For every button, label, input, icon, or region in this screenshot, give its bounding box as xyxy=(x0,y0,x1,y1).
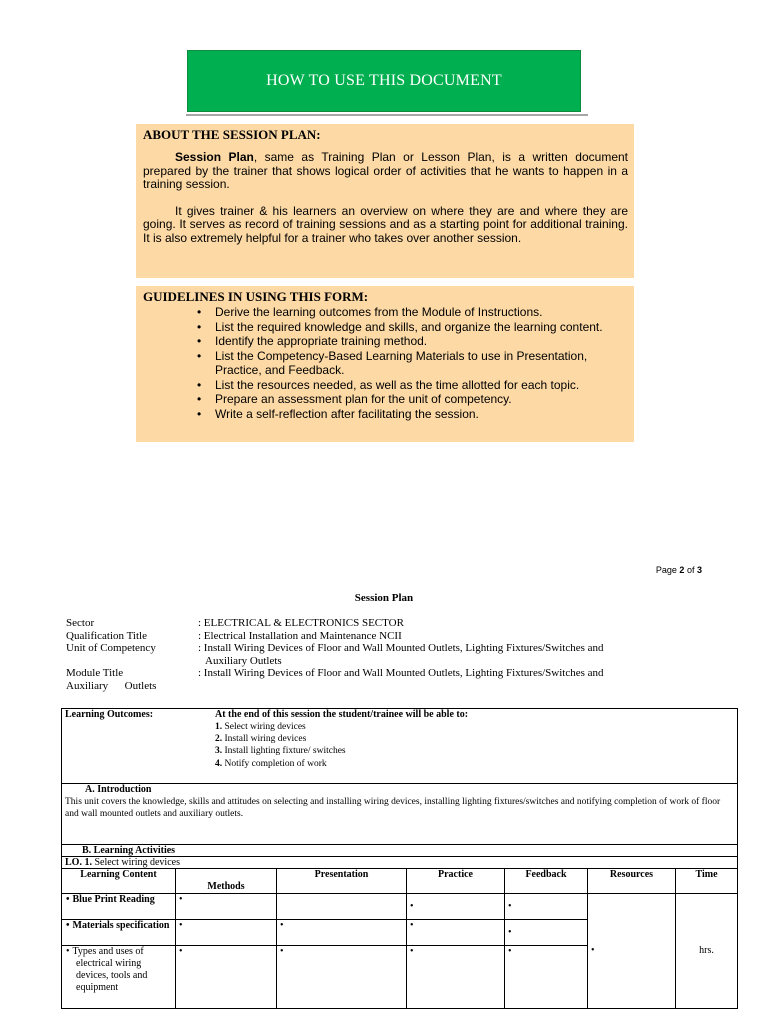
meta-label-line: Auxiliary Outlets xyxy=(66,679,157,692)
page-total: 3 xyxy=(696,565,702,575)
practice-cell xyxy=(407,946,505,1009)
lo1-cell xyxy=(62,857,738,869)
lo-num: 4. xyxy=(215,758,223,769)
meta-label: Qualification Title xyxy=(66,629,147,642)
col-header-presentation: Presentation xyxy=(277,869,407,894)
session-plan-title: Session Plan xyxy=(354,592,414,604)
methods-cell xyxy=(176,946,277,1009)
about-term: Session Plan xyxy=(175,150,254,164)
lo-list xyxy=(215,721,734,770)
lo-item xyxy=(215,721,734,733)
col-header-time: Time xyxy=(676,869,738,894)
banner-title: HOW TO USE THIS DOCUMENT xyxy=(266,72,502,89)
practice-cell xyxy=(407,894,505,920)
page-of: of xyxy=(686,565,695,575)
guideline-item: • Prepare an assessment plan for the unit of competency. xyxy=(215,392,628,407)
col-header-resources: Resources xyxy=(588,869,676,894)
content-cell xyxy=(62,946,176,1009)
methods-cell xyxy=(176,920,277,946)
meta-value: : ELECTRICAL & ELECTRONICS SECTOR xyxy=(198,617,404,629)
meta-value-line: Auxiliary Outlets xyxy=(205,654,282,667)
document-title-banner xyxy=(187,50,581,112)
meta-value-line: : Install Wiring Devices of Floor and Wall Mounted Outlets, Lighting Fixtures/Switches and xyxy=(198,642,604,654)
content-text: Blue Print Reading xyxy=(72,894,155,905)
lo-text: Notify completion of work xyxy=(222,758,327,769)
content-cell xyxy=(62,920,176,946)
activities-heading-row xyxy=(62,845,738,857)
about-p1-text: , same as Training Plan or Lesson Plan, is a written document prepared by the trainer that shows logical order of activities that he wants to happen in a training session. xyxy=(143,150,628,191)
learning-outcomes-row xyxy=(62,709,738,784)
activities-heading: B. Learning Activities xyxy=(62,845,738,857)
about-paragraph-2: It gives trainer & his learners an overview on where they are and where they are going. It serves as record of training sessions and as a starting point for additional training. It is also extremely helpful for a trainer who takes over another session. xyxy=(143,203,628,245)
meta-row-unit xyxy=(66,642,716,667)
page-number xyxy=(656,565,702,575)
resources-cell xyxy=(588,894,676,1009)
meta-label: Unit of Competency xyxy=(66,642,156,654)
presentation-cell xyxy=(277,946,407,1009)
guidelines-list xyxy=(143,305,628,421)
session-metadata xyxy=(66,617,716,692)
lo-item xyxy=(215,745,734,757)
content-text: Materials specification xyxy=(72,920,170,931)
meta-row-qualification xyxy=(66,630,716,643)
introduction-text: This unit covers the knowledge, skills and attitudes on selecting and installing wiring devices, installing lighting fixtures/switches and notifying completion of work of floor and wall mounted outlets and auxiliary outlets. xyxy=(65,797,721,819)
lo-label: Learning Outcomes: xyxy=(65,709,154,720)
feedback-cell xyxy=(505,894,588,920)
meta-value: : Install Wiring Devices of Floor and Wall Mounted Outlets, Lighting Fixtures/Switches and xyxy=(198,667,604,679)
time-cell: hrs. xyxy=(676,894,738,1009)
col-header-methods: Methods xyxy=(176,869,277,894)
introduction-heading: A. Introduction xyxy=(85,784,152,795)
col-header-feedback: Feedback xyxy=(505,869,588,894)
meta-row-sector xyxy=(66,617,716,630)
guideline-item: • Derive the learning outcomes from the Module of Instructions. xyxy=(215,305,628,320)
content-text: Types and uses of electrical wiring devices, tools and equipment xyxy=(72,946,148,993)
about-paragraph-1 xyxy=(143,151,628,192)
practice-cell xyxy=(407,920,505,946)
guideline-item: • Identify the appropriate training method. xyxy=(215,334,628,349)
lo-item xyxy=(215,758,734,770)
lo-intro: At the end of this session the student/trainee will be able to: xyxy=(215,709,469,720)
lo1-prefix: LO. 1. xyxy=(65,857,92,868)
guidelines-title: GUIDELINES IN USING THIS FORM: xyxy=(143,289,369,304)
lo-text: Install wiring devices xyxy=(222,734,307,745)
methods-cell xyxy=(176,894,277,920)
about-session-plan-box xyxy=(136,124,634,278)
lo-text: Select wiring devices xyxy=(222,722,306,732)
lo-item xyxy=(215,733,734,745)
session-plan-table xyxy=(61,708,738,1009)
meta-row-module xyxy=(66,667,716,692)
lo-text: Install lighting fixture/ switches xyxy=(222,746,346,757)
lo-header xyxy=(65,709,734,721)
lo-num: 1. xyxy=(215,722,223,732)
lo1-row xyxy=(62,857,738,869)
guideline-item: • List the Competency-Based Learning Materials to use in Presentation, Practice, and Feedback. xyxy=(215,349,628,378)
page-current: 2 xyxy=(679,565,685,575)
about-title: ABOUT THE SESSION PLAN: xyxy=(143,127,321,142)
introduction-row xyxy=(62,784,738,845)
feedback-cell xyxy=(505,946,588,1009)
banner-underline xyxy=(186,114,588,116)
meta-value xyxy=(198,642,716,667)
lo-num: 3. xyxy=(215,746,223,757)
lo1-text: Select wiring devices xyxy=(91,857,180,868)
meta-label xyxy=(66,667,198,692)
content-cell xyxy=(62,894,176,920)
lo-num: 2. xyxy=(215,734,223,745)
meta-label: Sector xyxy=(66,617,95,629)
feedback-cell xyxy=(505,920,588,946)
col-header-practice: Practice xyxy=(407,869,505,894)
guideline-item: • List the resources needed, as well as the time allotted for each topic. xyxy=(215,378,628,393)
presentation-cell xyxy=(277,894,407,920)
meta-value: : Electrical Installation and Maintenance NCII xyxy=(198,629,402,642)
col-header-learning-content: Learning Content xyxy=(62,869,176,894)
guidelines-box xyxy=(136,286,634,442)
meta-label-line: Module Title xyxy=(66,667,124,679)
page-prefix: Page xyxy=(655,565,677,575)
guideline-item: • Write a self-reflection after facilitating the session. xyxy=(215,407,628,422)
guideline-item: • List the required knowledge and skills, and organize the learning content. xyxy=(215,320,628,335)
column-header-row xyxy=(62,869,738,894)
presentation-cell xyxy=(277,920,407,946)
content-row xyxy=(62,894,738,920)
